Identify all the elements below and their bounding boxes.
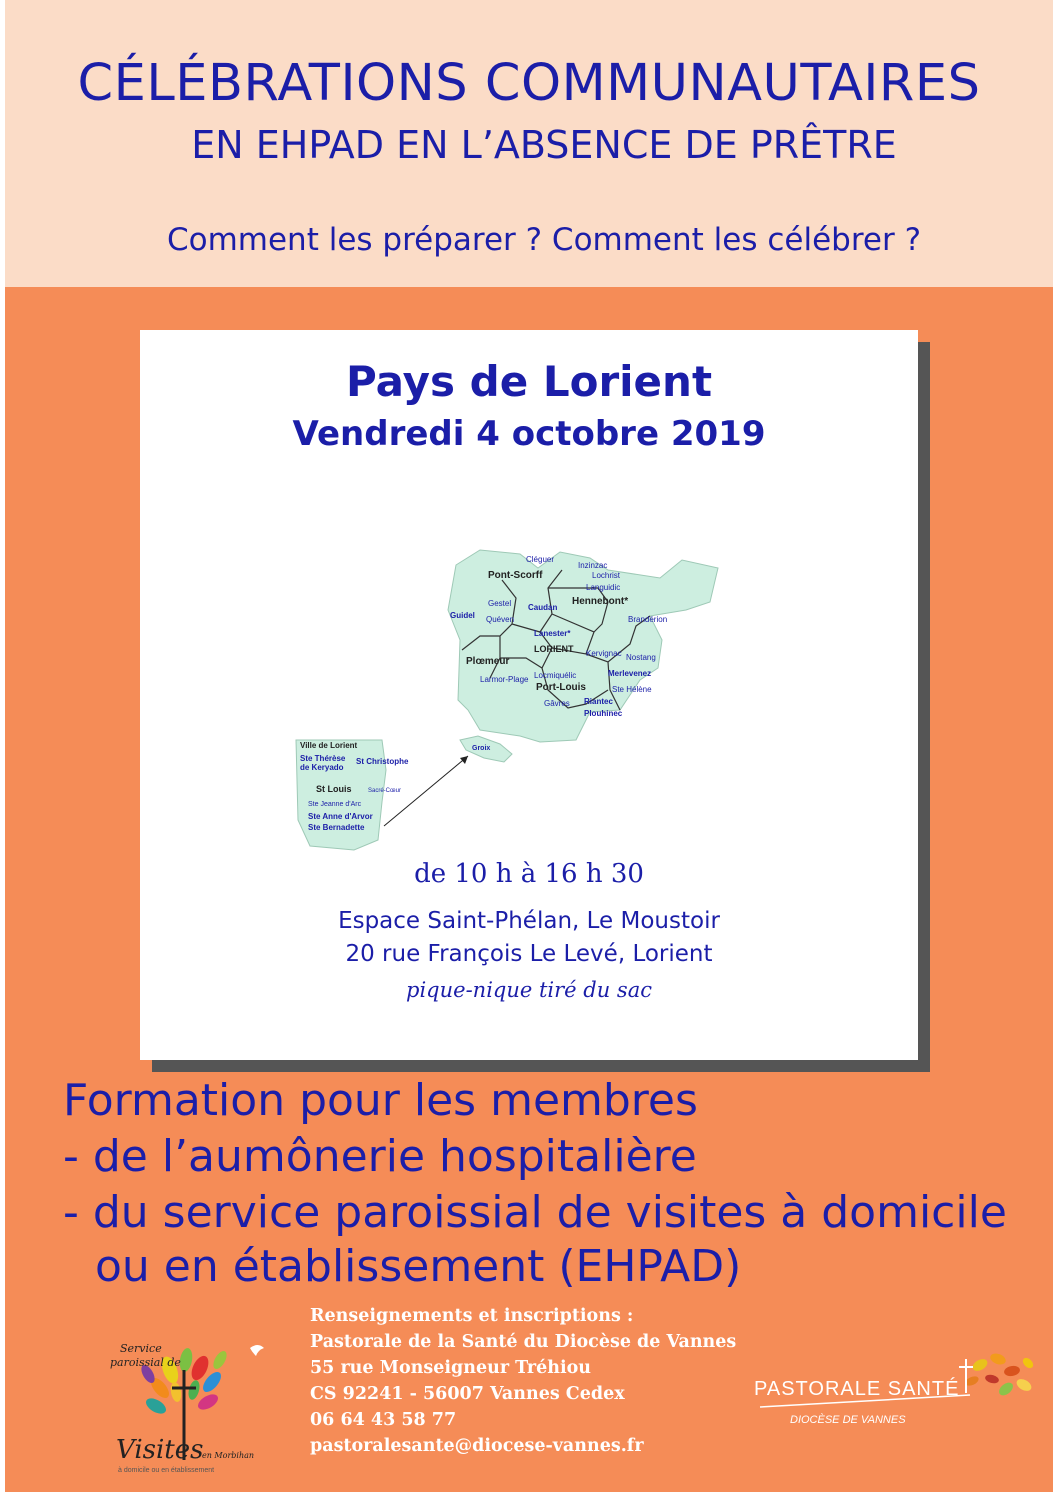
event-date: Vendredi 4 octobre 2019	[292, 414, 766, 454]
venue-line2: 20 rue François Le Levé, Lorient	[345, 941, 713, 967]
map-label-gestel: Gestel	[488, 599, 512, 608]
map-label-queven: Quéven	[486, 615, 515, 624]
logo-left-tagline: à domicile ou en établissement	[118, 1467, 215, 1474]
page-title-line2: EN EHPAD EN L’ABSENCE DE PRÊTRE	[191, 123, 897, 167]
venue-line1: Espace Saint-Phélan, Le Moustoir	[338, 908, 720, 934]
map-label-lorient: LORIENT	[534, 644, 574, 654]
autumn-leaves-icon	[964, 1352, 1035, 1398]
map-label-nostang: Nostang	[626, 653, 656, 662]
picnic-note: pique-nique tiré du sac	[406, 978, 652, 1002]
formation-item-2: - du service paroissial de visites à domicile	[63, 1187, 1007, 1238]
logo-left-word: Visites	[116, 1435, 204, 1465]
event-hours: de 10 h à 16 h 30	[414, 859, 644, 889]
contact-city: CS 92241 - 56007 Vannes Cedex	[310, 1384, 625, 1404]
visites-logo	[100, 1330, 280, 1480]
logo-right-sub: DIOCÈSE DE VANNES	[790, 1414, 906, 1426]
formation-heading: Formation pour les membres	[63, 1075, 698, 1126]
inset-parish-2: St Christophe	[356, 757, 409, 766]
map-label-cleguer: Cléguer	[526, 555, 555, 564]
map-label-lochrist: Lochrist	[592, 571, 621, 580]
logo-left-line1: Service	[120, 1342, 162, 1355]
map-label-branderion: Brandérion	[628, 615, 668, 624]
contact-heading: Renseignements et inscriptions :	[310, 1306, 634, 1326]
map-label-pont-scorff: Pont-Scorff	[488, 570, 543, 581]
map-label-hennebont: Hennebont*	[572, 596, 629, 607]
logo-left-suffix: en Morbihan	[202, 1451, 255, 1460]
map-label-ploemeur: Plœmeur	[466, 656, 510, 667]
dove-icon	[250, 1345, 264, 1356]
map-label-languidic: Languidic	[586, 583, 621, 592]
map-label-caudan: Caudan	[528, 603, 558, 612]
contact-email[interactable]: pastoralesante@diocese-vannes.fr	[310, 1436, 644, 1456]
map-label-port-louis: Port-Louis	[536, 682, 586, 693]
logo-left-line2: paroissial de	[110, 1356, 181, 1369]
map-label-gavres: Gâvres	[544, 699, 570, 708]
inset-parish-4: Ste Jeanne d'Arc	[308, 801, 362, 808]
inset-parish-1: Ste Thérèse	[300, 754, 346, 763]
inset-parish-1b: de Keryado	[300, 763, 344, 772]
arrow-head	[460, 756, 468, 764]
contact-phone: 06 64 43 58 77	[310, 1410, 457, 1430]
subtitle: Comment les préparer ? Comment les célébrer ?	[166, 222, 922, 258]
inset-parish-3b: Sacré-Cœur	[368, 788, 402, 794]
map-label-riantec: Riantec	[584, 697, 613, 706]
region-map	[290, 540, 730, 855]
inset-parish-6: Ste Bernadette	[308, 823, 365, 832]
event-card	[140, 330, 918, 1060]
inset-parish-3: St Louis	[316, 784, 352, 794]
map-label-merlevenez: Merlevenez	[608, 669, 652, 678]
page-title: CÉLÉBRATIONS COMMUNAUTAIRES	[77, 54, 981, 113]
inset-parish-5: Ste Anne d'Arvor	[308, 812, 373, 821]
formation-item-2-cont: ou en établissement (EHPAD)	[95, 1241, 742, 1292]
logo-right-name: PASTORALE SANTÉ	[754, 1378, 960, 1400]
inset-title: Ville de Lorient	[300, 741, 358, 750]
contact-street: 55 rue Monseigneur Tréhiou	[310, 1358, 592, 1378]
map-label-larmor: Larmor-Plage	[480, 675, 529, 684]
map-label-ste-helene: Ste Hélène	[612, 685, 652, 694]
map-label-lanester: Lanester*	[534, 629, 571, 638]
region-title: Pays de Lorient	[345, 357, 713, 406]
pastorale-sante-logo	[740, 1345, 1040, 1445]
contact-org: Pastorale de la Santé du Diocèse de Vannes	[310, 1332, 737, 1352]
map-label-plouhinec: Plouhinec	[584, 709, 623, 718]
map-label-inzinzac: Inzinzac	[578, 561, 608, 570]
map-label-guidel: Guidel	[450, 611, 475, 620]
map-label-groix: Groix	[472, 745, 491, 752]
formation-item-1: - de l’aumônerie hospitalière	[63, 1131, 697, 1182]
map-label-locmiquelic: Locmiquélic	[534, 671, 577, 680]
map-label-kervignac: Kervignac	[586, 649, 622, 658]
